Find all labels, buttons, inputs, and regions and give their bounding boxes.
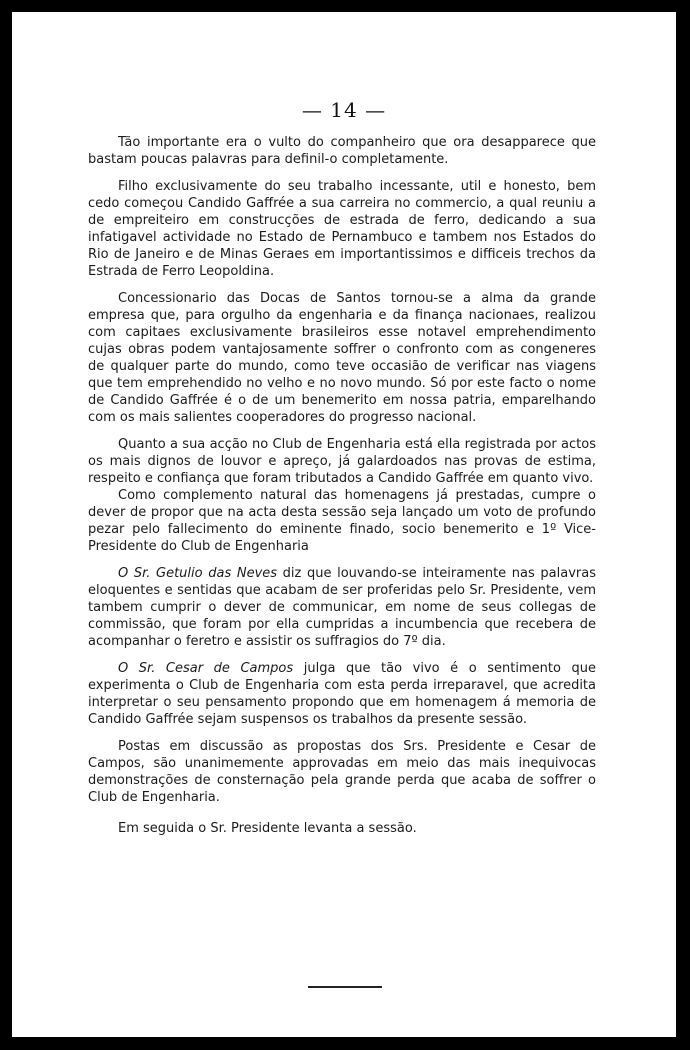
document-page <box>12 12 676 1037</box>
paragraph-vote: Postas em discussão as propostas dos Srs. Presidente e Cesar de Campos, são unanimemente approvadas em meio das mais inequivocas demonstrações de consternação pela grande perda que acaba de soffrer o Club de Engenharia. <box>88 739 596 805</box>
body-text <box>88 134 596 847</box>
speaker-name: O Sr. Getulio das Neves <box>118 566 278 581</box>
speech-text: julga que tão vivo é o sentimento que experimenta o Club de Engenharia com esta perda irreparavel, que acredita interpretar o seu pensamento propondo que em homenagem á memoria de Candido Gaffrée sejam suspensos os trabalhos da presente sessão. <box>88 661 596 727</box>
speaker-name: O Sr. Cesar de Campos <box>118 661 294 676</box>
paragraph-cesar-de-campos <box>88 660 596 728</box>
paragraph-club-action: Quanto a sua acção no Club de Engenharia está ella registrada por actos os mais dignos de louvor e apreço, já galardoados nas provas de estima, respeito e confiança que foram tributados a Candido Gaffrée em quanto vivo. <box>88 437 596 486</box>
paragraph-proposal: Como complemento natural das homenagens já prestadas, cumpre o dever de propor que na acta desta sessão seja lançado um voto de profundo pezar pelo fallecimento do eminente finado, socio benemerito e 1º Vice-Presidente do Club de Engenharia <box>88 488 596 554</box>
paragraph-getulio-das-neves <box>88 565 596 650</box>
paragraph-biography: Filho exclusivamente do seu trabalho incessante, util e honesto, bem cedo começou Candido Gaffrée a sua carreira no commercio, a qual reuniu a de empreiteiro em construcções de estrada de ferro, dedicando a sua infatigavel actividade no Estado de Pernambuco e tambem nos Estados do Rio de Janeiro e de Minas Geraes em importantissimos e difficeis trechos da Estrada de Ferro Leopoldina. <box>88 179 596 279</box>
paragraph-docas-santos: Concessionario das Docas de Santos tornou-se a alma da grande empresa que, para orgulho da engenharia e da finança nacionaes, realizou com capitaes exclusivamente brasileiros esse notavel emprehendimento cujas obras podem vantajosamente soffrer o confronto com as congeneres de qualquer parte do mundo, como teve occasião de verificar nas viagens que tem emprehendido no velho e no novo mundo. Só por este facto o nome de Candido Gaffrée é o de um benemerito em nossa patria, emparelhando com os mais salientes cooperadores do progresso nacional. <box>88 291 596 425</box>
speech-text: diz que louvando-se inteiramente nas palavras eloquentes e sentidas que acabam de ser proferidas pelo Sr. Presidente, vem tambem cumprir o dever de communicar, em nome de seus collegas de commissão, que foram por ella cumpridas a incumbencia que recebera de acompanhar o feretro e assistir os suffragios do 7º dia. <box>88 566 596 649</box>
paragraph-closing: Em seguida o Sr. Presidente levanta a sessão. <box>118 821 417 836</box>
paragraph-intro: Tão importante era o vulto do companheiro que ora desapparece que bastam poucas palavras para definil-o completamente. <box>88 135 596 167</box>
page-number: — 14 — <box>301 98 387 122</box>
closing-rule <box>308 986 382 988</box>
